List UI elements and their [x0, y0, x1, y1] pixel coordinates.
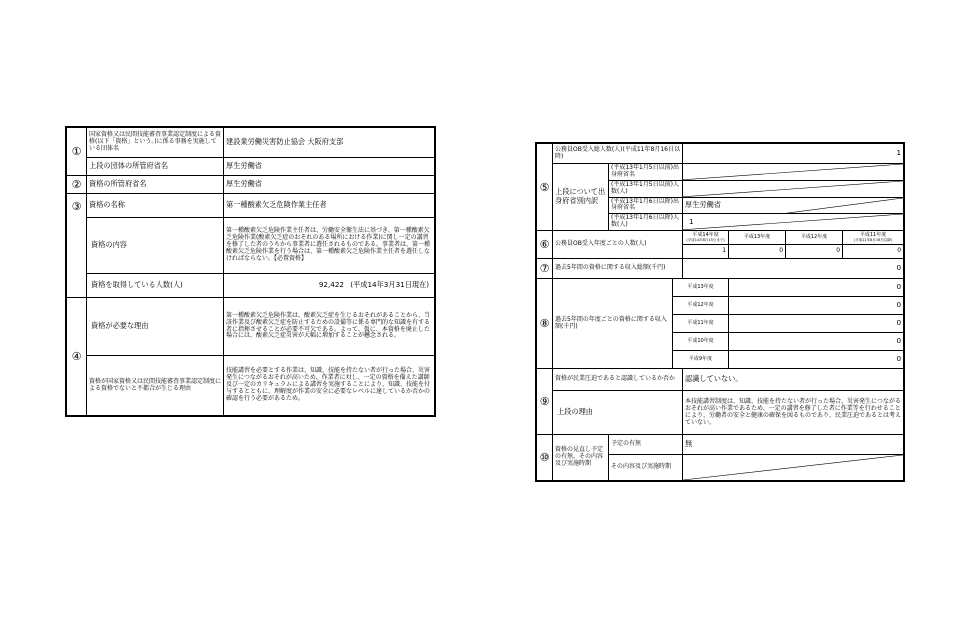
necessity-reason-value: 第一種酸素欠乏危険作業は、酸素欠乏症を生じるおそれがあることから、当該作業及び酸素欠乏症を防止するための設備等に係る専門的な知識を有する者に指揮させることが必要不可欠である。よって、仮に、本資格を廃止した場合には、酸素欠乏症災害が大幅に増加することが懸念される。 — [224, 298, 435, 356]
ob-ministry-row-label: (平成13年1月6日以降)人数(人) — [609, 214, 683, 231]
section-number-5: ⑤ — [537, 144, 553, 231]
section-number-3: ③ — [67, 194, 87, 298]
crowding-out-label: 資格が民業圧迫であると認識しているか否か — [553, 369, 683, 391]
ob-year-header: 平成12年度 — [786, 231, 843, 245]
ob-ministry-row-value — [683, 180, 904, 197]
organization-value: 建設業労働災害防止協会 大阪府支部 — [224, 128, 435, 158]
ob-year-value: 0 — [786, 245, 843, 259]
ob-ministry-row-label: (平成13年1月5日以前)出身府省名 — [609, 164, 683, 181]
ob-ministry-row-label: (平成13年1月6日以降)出身府省名 — [609, 197, 683, 214]
ob-ministry-row-value — [683, 197, 904, 214]
ob-ministry-row-label: (平成13年1月5日以前)人数(人) — [609, 180, 683, 197]
review-plan-exists-label: 予定の有無 — [609, 435, 683, 455]
section-number-8: ⑧ — [537, 279, 553, 369]
ob-ministry-name: 厚生労働省 — [685, 200, 721, 210]
ob-year-header: 平成11年度 (平成11年8月16日以降) — [843, 231, 904, 245]
crowding-out-reason-label: 上段の理由 — [553, 391, 683, 435]
ob-year-value: 0 — [843, 245, 904, 259]
crowding-out-reason-value: 本技能講習制度は、知識、技能を持たない者が行った場合、災害発生につながるおそれが高い作業であるため、一定の講習を修了した者に作業等を行わせることにより、労働者の安全と健康の確保を図るものであり、民業圧迫であるとは考えていない。 — [683, 391, 904, 435]
ob-ministry-count: 1 — [689, 216, 694, 226]
review-plan-exists-value: 無 — [683, 435, 904, 455]
income-year-label: 平成11年度 — [673, 315, 729, 333]
income-year-value: 0 — [729, 297, 904, 315]
inconvenience-reason-label: 資格が国家資格又は民間技能審査事業認定制度による資格でないと不都合が生じる理由 — [87, 356, 224, 416]
necessity-reason-label: 資格が必要な理由 — [87, 298, 224, 356]
holder-count-note: (平成14年3月31日現在) — [350, 280, 430, 290]
right-table — [536, 143, 904, 481]
holder-count-label: 資格を取得している人数(人) — [87, 274, 224, 298]
section-number-1: ① — [67, 128, 87, 176]
ob-total-value: 1 — [683, 144, 904, 164]
qualification-ministry-value: 厚生労働省 — [224, 176, 435, 194]
income-total-value: 0 — [683, 259, 904, 279]
income-year-label: 平成9年度 — [673, 351, 729, 369]
diagonal-slash — [683, 214, 903, 230]
ob-ministry-row-value — [683, 214, 904, 231]
section-number-2: ② — [67, 176, 87, 194]
crowding-out-value: 認識していない。 — [683, 369, 904, 391]
qualification-name-label: 資格の名称 — [87, 194, 224, 218]
holder-count-cell — [224, 274, 435, 298]
qualification-content-label: 資格の内容 — [87, 218, 224, 274]
income-total-label: 過去5年間の資格に関する収入総額(千円) — [553, 259, 683, 279]
review-plan-label: 資格の見直し予定の有無、その内容及び実施時期 — [553, 435, 609, 481]
income-year-label: 平成10年度 — [673, 333, 729, 351]
diagonal-slash — [683, 455, 903, 480]
section-number-6: ⑥ — [537, 231, 553, 259]
income-yearly-label: 過去5年間の年度ごとの資格に関する収入額(千円) — [553, 279, 673, 369]
ob-ministry-breakdown-label: 上段について出身府省別内訳 — [553, 164, 609, 231]
section-number-4: ④ — [67, 298, 87, 416]
left-table — [66, 127, 435, 416]
ob-year-value: 0 — [729, 245, 786, 259]
income-year-value: 0 — [729, 279, 904, 297]
section-number-9: ⑨ — [537, 369, 553, 435]
diagonal-slash — [683, 181, 903, 197]
ob-yearly-label: 公務員OB受入年度ごとの人数(人) — [553, 231, 683, 259]
ob-ministry-row-value — [683, 164, 904, 181]
review-plan-details-label: その内容及び実施時期 — [609, 455, 683, 481]
org-ministry-label: 上段の団体の所管府省名 — [87, 158, 224, 176]
review-plan-details-value — [683, 455, 904, 481]
income-year-label: 平成12年度 — [673, 297, 729, 315]
holder-count-value: 92,422 — [318, 280, 344, 290]
income-year-value: 0 — [729, 315, 904, 333]
section-number-10: ⑩ — [537, 435, 553, 481]
inconvenience-reason-value: 技能講習を必要とする作業は、知識、技能を持たない者が行った場合、災害発生につながるおそれが高いため、作業者に対し、一定の資格を備えた講師及び一定のカリキュラムによる講習を実施することにより、知識、技能を付与するとともに、理解度が作業の安全に必要なレベルに達しているか否かの確認を行う必要があるため。 — [224, 356, 435, 416]
ob-year-value: 1 — [683, 245, 729, 259]
diagonal-slash — [683, 164, 903, 180]
qualification-name-value: 第一種酸素欠乏危険作業主任者 — [224, 194, 435, 218]
income-year-value: 0 — [729, 333, 904, 351]
ob-year-header: 平成13年度 — [729, 231, 786, 245]
org-ministry-value: 厚生労働省 — [224, 158, 435, 176]
income-year-value: 0 — [729, 351, 904, 369]
ob-year-header: 平成14年度 (平成14年8月15日まで) — [683, 231, 729, 245]
organization-label: 国家資格又は民間技能審査事業認定制度による資格(以下「資格」という。)に係る事務を実施している団体名 — [87, 128, 224, 158]
qualification-ministry-label: 資格の所管府省名 — [87, 176, 224, 194]
qualification-content-value: 第一種酸素欠乏危険作業主任者は、労働安全衛生法に基づき、第一種酸素欠乏危険作業(酸素欠乏症のおそれのある場所における作業)に関し一定の講習を修了した者のうちから事業者に選任されるものである。事業者は、第一種酸素欠乏危険作業を行う場合は、第一種酸素欠乏危険作業主任者を選任しなければならない。【必置資格】 — [224, 218, 435, 274]
income-year-label: 平成13年度 — [673, 279, 729, 297]
ob-total-label: 公務員OB受入総人数(人)(平成11年8月16日以降) — [553, 144, 683, 164]
section-number-7: ⑦ — [537, 259, 553, 279]
